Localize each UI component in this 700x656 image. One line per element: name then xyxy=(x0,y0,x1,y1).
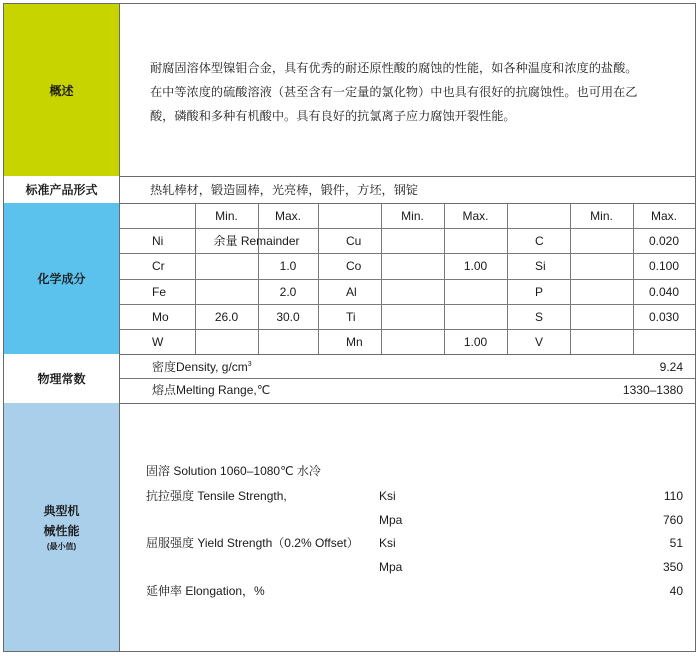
solution-text: 固溶 Solution 1060–1080℃ 水冷 xyxy=(146,464,321,478)
mechanical-label-note: (最小值) xyxy=(46,542,77,551)
grid-line xyxy=(120,304,695,305)
product-forms-text: 热轧棒材，锻造圆棒，光亮棒，锻件，方坯，钢锭 xyxy=(150,183,419,197)
grid-line xyxy=(444,203,445,354)
overview-line: 在中等浓度的硫酸溶液（甚至含有一定量的氯化物）中也具有很好的抗腐蚀性。也可用在乙 xyxy=(150,85,638,99)
element-symbol: C xyxy=(535,234,544,249)
grid-line xyxy=(120,228,695,229)
grid-line xyxy=(120,329,695,330)
element-symbol: Ti xyxy=(346,309,356,324)
overview-line: 耐腐固溶体型镍钼合金，具有优秀的耐还原性酸的腐蚀的性能，如各种温度和浓度的盐酸。 xyxy=(150,61,638,75)
melting-value: 1330–1380 xyxy=(622,383,683,397)
element-symbol: Co xyxy=(346,259,362,274)
max-value: 1.0 xyxy=(279,259,297,274)
yield-mpa-unit: Mpa xyxy=(379,560,403,574)
max-value: 0.040 xyxy=(648,284,680,299)
mechanical-label-line: 典型机 xyxy=(43,504,80,518)
max-value: 1.00 xyxy=(463,259,488,274)
yield-label: 屈服强度 Yield Strength（0.2% Offset） xyxy=(146,536,359,550)
elongation-value: 40 xyxy=(669,584,683,598)
mechanical-label-line: 械性能 xyxy=(43,524,80,538)
grid-line xyxy=(507,203,508,354)
tensile-ksi-unit: Ksi xyxy=(379,489,396,503)
overview-text xyxy=(150,56,670,128)
element-symbol: Fe xyxy=(152,284,167,299)
grid-line xyxy=(195,203,196,354)
element-symbol: Al xyxy=(346,284,357,299)
element-symbol: P xyxy=(535,284,544,299)
alloy-datasheet xyxy=(3,3,696,652)
chemical-label: 化学成分 xyxy=(4,203,120,354)
element-symbol: Cu xyxy=(346,234,362,249)
yield-ksi-value: 51 xyxy=(669,536,683,550)
grid-line xyxy=(120,279,695,280)
density-label: 密度Density, $g/cm^3$ xyxy=(152,360,252,374)
overview-line: 酸，磷酸和多种有机酸中。具有良好的抗氯离子应力腐蚀开裂性能。 xyxy=(150,109,516,123)
physical-label: 物理常数 xyxy=(4,354,120,403)
grid-line xyxy=(258,203,259,354)
max-value: 0.020 xyxy=(648,234,680,249)
element-symbol: Si xyxy=(535,259,546,274)
mechanical-label xyxy=(4,403,120,651)
column-header: Min. xyxy=(401,209,424,223)
element-symbol: Cr xyxy=(152,259,165,274)
max-value: 1.00 xyxy=(463,335,488,349)
tensile-mpa-value: 760 xyxy=(662,513,683,527)
element-symbol: W xyxy=(152,335,164,349)
min-value: 26.0 xyxy=(214,309,239,324)
tensile-ksi-value: 110 xyxy=(663,489,683,503)
grid-line xyxy=(120,253,695,254)
max-value: 0.100 xyxy=(648,259,680,274)
elongation-label: 延伸率 Elongation，% xyxy=(146,584,265,598)
tensile-mpa-unit: Mpa xyxy=(379,513,403,527)
yield-ksi-unit: Ksi xyxy=(379,536,396,550)
element-symbol: V xyxy=(535,335,544,349)
column-header: Min. xyxy=(590,209,613,223)
element-symbol: S xyxy=(535,309,544,324)
column-header: Max. xyxy=(462,209,489,223)
grid-line xyxy=(633,203,634,354)
density-value: 9.24 xyxy=(659,360,683,374)
grid-line xyxy=(381,203,382,354)
product-forms-label: 标准产品形式 xyxy=(4,176,120,203)
grid-line xyxy=(318,203,319,354)
element-symbol: Mn xyxy=(346,335,363,349)
overview-label: 概述 xyxy=(4,4,120,176)
yield-mpa-value: 350 xyxy=(662,560,683,574)
column-header: Min. xyxy=(215,209,238,223)
melting-label: 熔点Melting Range,℃ xyxy=(152,383,271,397)
max-value: 30.0 xyxy=(276,309,300,324)
grid-line xyxy=(570,203,571,354)
column-header: Max. xyxy=(650,209,677,223)
max-value: 0.030 xyxy=(648,309,680,324)
tensile-label: 抗拉强度 Tensile Strength, xyxy=(146,489,287,503)
max-value: 2.0 xyxy=(279,284,297,299)
element-symbol: Ni xyxy=(152,234,164,249)
element-symbol: Mo xyxy=(152,309,169,324)
min-value: 余量 Remainder xyxy=(213,234,300,249)
column-header: Max. xyxy=(274,209,301,223)
